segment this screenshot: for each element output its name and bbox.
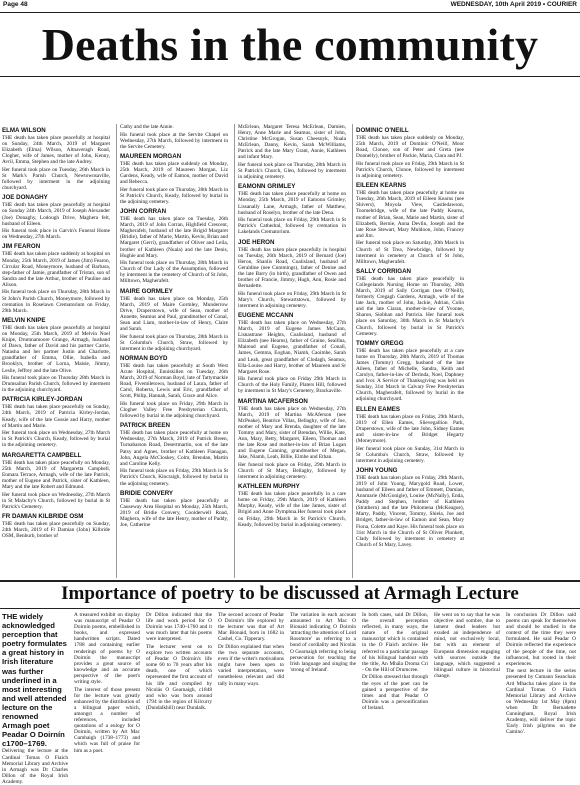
headline-rule [0, 76, 580, 77]
article-paragraph: In both cases, said Dr Dillon, the overall perception reflected, in many ways, the nature of the original manuscript which is contained in the O Fiaich archive. He referred to a particular passage of his bilingual handout with the title, An Mhála Droma Cri - On the Hill of Drumcree. [362, 612, 428, 673]
notice-body [238, 320, 346, 395]
article-paragraph: The next lecture in the series presented by Cumann Seanchais Ard Mhacha takes place in the Cardinal Tomas O Fiaich Memorial Library and Archive on Wednesday 1st May (8pm) when Dr Bernadette Cunningham, Royal Irish Academy, will deliver the topic 'Early Irish pilgrims on the Camino'. [506, 668, 576, 736]
notice-paragraph: THE death has taken place peacefully at hospital on Monday, 25th March, 2019 of Melvin Noel Knipe, Drumnamoore Grange, Armagh, husband of Dawn, father of David and his partner Carrie, Natasha and her partner Justin and Charlotte, grandfather of Emma, Ollie, Isabella and Brooklyn, brother of Lorna, Maisie, Jimmy, Leslie, Jeffrey and the late Olive. [2, 324, 110, 374]
notice-body [356, 135, 464, 179]
death-notice [2, 317, 110, 394]
notice-paragraph: His funeral took place on Thursday 28th March in Drumsallan Parish Church, followed by interment in the adjoining churchyard. [2, 375, 110, 394]
notice-name: ELMA WILSON [2, 127, 46, 134]
notice-body [238, 247, 346, 309]
notice-paragraph: His funeral took place on Friday, 29th March in Clogher Valley Free Presbyterian Church, followed by burial in the adjoining churchyard. [120, 400, 228, 420]
notice-name: PATRICIA KIRLEY-JORDAN [2, 396, 83, 404]
notice-paragraph: His funeral took place on Friday, 29th March in St Patrick's Church, Kincraigh, followed by burial in the adjoining cemetery. [120, 468, 228, 487]
death-notice [120, 153, 228, 205]
death-notice [120, 208, 228, 285]
notice-body [120, 124, 228, 150]
death-notice [238, 398, 346, 481]
notice-name: JOE DONAGHY [2, 194, 48, 202]
article-column-3 [146, 612, 212, 734]
notice-paragraph: His funeral took place on Thursday, 28th March in St John's Parish Church, Moneymore, followed by cremation in Roselawn Crematorium on Friday, 29th March. [2, 289, 110, 314]
notice-body [2, 251, 110, 313]
notice-body [2, 460, 110, 510]
death-notice [2, 127, 110, 191]
article-paragraph: In conclusion Dr Dillon said poems can speak for themselves and should be studied in the context of the time they were formulated. He said Peadar O Doirnín reflected the experience of the people of the time, not influenced, but rooted in their experiences. [506, 612, 576, 667]
notice-name: MELVIN KNIPE [2, 316, 46, 324]
page-number: Page 48 [3, 1, 28, 8]
death-notice [120, 422, 228, 486]
notice-paragraph: Her funeral took place on Thursday, 28th March in St Columba's Church, Straw, followed by interment in the adjoining churchyard. [120, 333, 228, 352]
notice-paragraph: His funeral took place on Friday, 29th March in St Patrick's Cathedral, followed by cremation in Lakelands Crematorium. [238, 217, 346, 236]
article-paragraph: Dr Dillon explained that when the two separate accounts, even if the writer's motivations might have been open to varied interpretation, were nonetheless relevant and did tally in many ways. [218, 643, 284, 687]
notice-body [120, 216, 228, 285]
notice-body [120, 498, 228, 528]
article-paragraph: The interest of those present for the lecture was greatly enhanced by the distribution of a bilingual paper which, amongst a number of references, included quotations of a eulogy for O Doirnín, written by Art Mac Cumhaigh (1738–1773) and which was full of praise for him as a poet. [74, 686, 140, 754]
notice-name: SALLY CORRIGAN [356, 267, 412, 275]
notice-paragraph: THE death has taken place on Tuesday, 26th March, 2019 of John Corran, Highfield Crescent, Magherafelt, husband of the late Brigid Margaret (Bridie), father of Marie, Martin, Kevin, Brian and Margaret (Gerri), grandfather of Oliver and Leila, brother of Kathleen (Nuala) and the late Denis, Hughie and Mary. [120, 216, 228, 259]
article-paragraph: Delivering the lecture at the Cardinal Tomas O Fiaich Memorial Library and Archive in Armagh was Dr Charles Dillon of the Royal Irish Academy. [2, 748, 68, 785]
notice-column-1 [2, 124, 110, 578]
notice-name: BRIDIE CONVERY [120, 489, 174, 497]
notice-paragraph: THE death has taken place suddenly on Monday, 25th March, 2019 of Maureen Morgan, Liz Gardens, Keady, wife of Eamon, mother of David and Rebecca. [120, 160, 228, 186]
notice-body [120, 430, 228, 486]
notice-name: PATRICK BREEN [120, 422, 170, 430]
article-column-8 [506, 612, 576, 734]
notice-paragraph: THE death has taken place peacefully at a care home on Thursday, 28th March, 2019 of Thomas James (Tommy) Gregg, husband of the late Aileen, father of Michelle, Sandra, Keith and Carolyn, father-in-law of Derinda, Noel, Daphney and Ivor. A Service of Thanksgiving was held on Sunday, 31st March in Calvary Free Presbyterian Church, Magherafelt, followed by burial in the adjoining churchyard. [356, 347, 464, 403]
notice-name: MARTINA MCAFERSON [238, 397, 308, 405]
page-header [0, 0, 580, 13]
article-lead: THE widely acknowledged perception that poetry formulates a great history in Irish literature was further underlined in a most interesting and well attended lecture on the renowned Armagh poet Peadar O Doirnín c1700–1769. [2, 612, 67, 749]
notice-paragraph: Her funeral took place on Sunday, 31st March in St Columba's Church, Straw, followed by interment in adjoining cemetery. [356, 445, 464, 464]
notice-body [2, 325, 110, 394]
notice-name: JOHN YOUNG [356, 466, 398, 474]
notice-paragraph: Her funeral took place on Thursday, 28th March in St Patrick's Church, Keady, followed by burial in the adjoining cemetery. [120, 186, 228, 205]
column-divider [234, 124, 235, 578]
death-notice [120, 355, 228, 419]
death-notices [0, 124, 580, 578]
notice-name: MAIRE GORMLEY [120, 287, 173, 295]
notice-paragraph: THE death has taken place peacefully in hospital on Tuesday, 26th March, 2019 of Bernard (Joe) Heron, Shanlis Road, Coalisland, husband of Geraldine (nee Cummings), father of Denise and the late Barry (in birth), grandfather of Owen and brother of Francie, Jimmy, Hugh, Ann, Rosie and Bernadette. [238, 246, 346, 290]
notice-name: TOMMY GREGG [356, 339, 404, 347]
notice-paragraph: THE death has taken place peacefully at hospital on Sunday, 24th March, 2019 of Margaret Elizabeth (Elma) Wilson, Altnaveragh Road, Clogher, wife of James, mother of John, Kenny, Avril, Emma, Stephen and the late Audrey. [2, 135, 110, 166]
death-notice [238, 483, 346, 528]
death-notice [356, 406, 464, 464]
article-paragraph: A treasured exhibit on display was manuscript of Peadar O Doirnín poems, embellished in books, and expressed handwritten scripts. Dated 1788 and containing earlier renderings of poems by O Doirnín the manuscript provides a great source of knowledge and an accurate perspective of the poet's writing style. [74, 612, 140, 686]
notice-name: EAMONN GRIMLEY [238, 183, 296, 191]
notice-body [356, 190, 464, 265]
death-notice [120, 490, 228, 528]
notice-name: EUGENE MCCANN [238, 311, 294, 319]
notice-paragraph: THE death has taken place on Friday, 29th March, 2019 of John Young, Marygold Road, Lower, husband of Eileen and father of Emmett, Damian, Annmarie (McGonigle), Louise (McNally), Enda, Paddy and Stephen, brother of Kathleen (Strathern) and the late Philomena (McKeague), Marty, Paddy, Vincent, Tommy, Shiela, Joe and Bridget, father-in-law of Eamon and Sean, Mary Fiona, Colette and Kaye. His funeral took place on 31st March in the Church of St Oliver Plunkett, Clady followed by interment in cemetery at Church of St Mary, Lavey. [356, 474, 464, 548]
notice-body [238, 124, 346, 180]
article-rule [0, 608, 580, 609]
notice-name: JOHN CORRAN [120, 208, 167, 216]
notice-paragraph: THE death has taken place on Friday, 29th March, 2019 of Ellen Eames, Slievegallion Park, Draperstown, wife of the late John, Sidney Eames and sister-in-law of Bridget Hegarty (Moneymore). [356, 413, 464, 444]
notice-paragraph: His funeral took place at the Servite Chapel on Wednesday, 27th March, followed by interment in the Servite Cemetery. [120, 131, 228, 150]
article-column-1 [2, 612, 68, 785]
article-paragraph: The second account of Peadar O Doirnín's life explored by the lecturer was that of Art Mac Bionaid, born in 1682 in Cashel, Co. Tipperary. [218, 612, 284, 643]
death-notice [2, 243, 110, 313]
death-notice [2, 513, 110, 539]
notice-name: EILEEN KEARNS [356, 182, 407, 190]
article-headline: Importance of poetry to be discussed at Armagh Lecture [61, 583, 519, 604]
death-notice [2, 396, 110, 448]
death-notice [356, 268, 464, 337]
notice-paragraph: THE death has taken place on Monday, 25th March, 2019 of Maire Gormley, Munderrow Drive, Draperstown, wife of Sean, mother of Annette, Seamus and Paul, grandmother of Conal, Sean and Liam, mother-in-law of Henry, Claire and Sarah. [120, 295, 228, 333]
notice-body [2, 404, 110, 448]
article-column-2 [74, 612, 140, 754]
notice-body [356, 276, 464, 337]
article-column-6 [362, 612, 428, 734]
death-notice [2, 194, 110, 240]
notice-paragraph: THE death has taken peacefully at South West Acute Hospital, Enniskillen on Tuesday, 26th March, 2019 of Norman Boyd, late of Tattymackle Road, Fivemiletown, husband of Laura, father of Carol, Roberta, Lewis and Eric, grandfather of Scott, Philip, Hannah, Sarah, Grace and Alice. [120, 362, 228, 400]
notice-name: KATHLEEN MURPHY [238, 483, 300, 491]
death-notice [238, 183, 346, 235]
notice-paragraph: THE death has taken place peacefully on Sunday, 24th March, 2019 of Fr Damian (John) Kilbride OSM, Benburb, brother of [2, 520, 110, 539]
article-paragraph: Dr Dillon stressed that through the eyes of the poet can be gained a perspective of the times and that Peadar O Doirnín was a personification of Ireland. [362, 674, 428, 711]
notice-paragraph: THE death has taken place peacefully at home on Monday, 25th March, 2019 of Eamonn Grimley, Lissanally Lane, Armagh, father of Matthew, husband of Roselyn, brother of the late Dena. [238, 191, 346, 216]
notice-body [356, 475, 464, 548]
death-notice [356, 182, 464, 265]
notice-paragraph: THE death has taken place peacefully at home on Tuesday, 26th March, 2019 of Eileen Kearns (nee Shivers), Moyola View, Castledawson, Toomebridge, wife of the late Paddy Kearns, mother of Brian, Sean, Marie and Martin, sister of Elizabeth, Bernie, Anna Devlin, Joseph and the late Rose Stewart, Mary Muldoon, John, Francey and Jim. [356, 190, 464, 239]
article-paragraph: He went on to say that he was objective and sombre, due to lament dead leaders but exuded an independence of mind, not exclusively local, but with an element of European dimension engaging with sources outside the language, which suggested a bilingual culture in historical change. [434, 612, 500, 679]
notice-paragraph: THE death has taken place on Wednesday, 27th March, 2019 of Martina McAferson (nee McPeake), Beatrice Villas, Bellaghy, wife of Joe, mother of Mary and Brenda, daughter of the late Tommy and Mary, sister of Brendan, Willie, Kate, Ann, Mary, Betty, Margaret, Eileen, Thomas and the late Rose and mother-in-law of Brian Logan and Eugene Canning, grandmother of Megan, Jake, Niamh, Leah, Billie, Eimhe and Ethan. [238, 405, 346, 461]
notice-body [356, 414, 464, 464]
notice-paragraph: Her funeral took place on Saturday, 30th March in Church of St Trea, Newbridge, followed by interment in cemetery at Church of St John, Milltown, Magherafelt. [356, 240, 464, 265]
notice-paragraph: THE death has taken place suddenly on Monday, 25th March, 2019 of Dominic O'Neill, Moor Road, Clonoe, son of Peter and Greta (nee Donnelly), brother of Packie, Maria, Ciara and PJ. [356, 135, 464, 160]
notice-name: MARGARETTA CAMPBELL [2, 451, 82, 459]
notice-paragraph: THE death has taken place peacefully in Collegelands Nursing Home on Thursday, 28th March, 2019 of Sally Corrigan (nee O'Neill), formerly Cregagh Gardens, Armagh, wife of the late Jack, mother of John, Jackie, Adrian, Colin and the late Ciaran, mother-in-law of Yvonne, Sharon, Siobhan and Patricia. Her funeral took place on Saturday, 30th March in St Malachy's Church, followed by burial in St Patrick's Cemetery. [356, 275, 464, 337]
notice-body [120, 161, 228, 205]
notice-paragraph: THE death has taken place on Wednesday, 27th March, 2019 of Eugene James McCann, Lisnastrane Heights, Coalisland, husband of Elizabeth (nee Hearns), father of Graine, Seaillna, Mairead and Eugene, grandfather of Conall, James, Gemma, Eoghan, Niamh, Caoimhe, Sarah and Leah, great grandfather of Clodagh, Seamus, Ella-Louise and Harry, brother of Maureen and Sr Margaret Rose. [238, 319, 346, 375]
death-notice [120, 288, 228, 352]
notice-body [120, 363, 228, 419]
notice-paragraph: McErlean, Margaret Teresa McErlean, Damien, Henry, Anne Marie and Seamus, sister of John, Christine McGrogan, Susan Cheesnyk, Nuala McErlean, Danny, Kevin, Sarah McWilliams, Patrick and the late Mary Grant, Annie, Kathleen and infant Mary. [238, 124, 346, 161]
notice-column-4 [356, 124, 464, 578]
notice-body [238, 406, 346, 481]
notice-paragraph: THE death has taken place peacefully at Causeway Area Hospital on Monday, 25th March, 2019 of Bridie Convery, Coolderwell Road, Maghera, wife of the late Henry, mother of Paddy, Joe, Catherine [120, 497, 228, 528]
notice-body [2, 135, 110, 191]
notice-paragraph: Her funeral took place on Tuesday, 26th March in St Mark's Parish Church, Newtownsaville, followed by interment in the adjoining churchyard. [2, 166, 110, 192]
notice-paragraph: THE death has taken place peacefully on Sunday, 24th March, 2019 of Patricia Kirley-Jordan, Keady, wife of the late Gussie and Harry, mother of Martin and Marie. [2, 404, 110, 429]
death-notice [238, 239, 346, 309]
notice-paragraph: His funeral took place in Garvin's Funeral Home on Wednesday, 27th March. [2, 228, 110, 241]
death-notice [2, 452, 110, 510]
notice-paragraph: Her funeral took place on Friday, 29th March in Church of St Mary, Bellaghy, followed by interment in adjoining cemetery. [238, 461, 346, 481]
notice-paragraph: Her funeral took place on Wednesday, 27th March in St Patrick's Church, Keady, followed by burial in the adjoining cemetery. [2, 430, 110, 449]
notice-name: ELLEN EAMES [356, 405, 401, 413]
notice-paragraph: His funeral took place on Friday, 29th March in St Patrick's Church, Clonoe, followed by interment in adjoining cemetery. [356, 160, 464, 180]
article-paragraph: The lecturer went on to explore two written accounts of Peadar O Doirnín's life some 60 to 70 years after his death, one of which represented the first account of his life and compiled by Nicolás O Gearnaigh, c1848 and who was born around 1794 in the region of Kilcurry (Dundalkhill) near Dundalk. [146, 643, 212, 711]
notice-name: DOMINIC O'NEILL [356, 127, 409, 134]
article-paragraph: Dr Dillon indicated that the life and work period for O Doirnín was 1740–1760 and it was much later that his poems were interpreted. [146, 612, 212, 643]
notice-body [238, 191, 346, 235]
notice-paragraph: THE death has taken place peacefully at hospital on Sunday 24th March, 2019 of Joseph Alexander (Joe) Donaghy, Lodough Drive, Maghera felt, husband of Eileen. [2, 202, 110, 227]
death-notice [356, 127, 464, 179]
death-notice [120, 124, 228, 150]
column-divider [352, 124, 353, 578]
death-notice [238, 312, 346, 395]
column-divider [116, 124, 117, 578]
article-column-5 [290, 612, 356, 734]
article-paragraph: The variation in each account amounted to Art Mac O Bionaid indicating O Doirnín 'attracting the attention of Lord Rossmore' as referring to a bond of cordiality and Nicolás O Gearnaigh referring to being persecution for teaching the Irish language and singing the 'strong of Ireland'. [290, 612, 356, 673]
death-notice [356, 340, 464, 403]
article-column-4 [218, 612, 284, 734]
notice-body [2, 521, 110, 539]
notice-paragraph: His funeral took place on Thursday, 28th March in Church of Our Lady of the Assumption, followed by interment in the cemetery of Church of St John, Milltown, Magherafelt. [120, 260, 228, 285]
notice-name: MAUREEN MORGAN [120, 152, 182, 160]
notice-paragraph: Her funeral took place on Thursday, 28th March in St Patrick's Church, Glen, followed by interment in adjoining cemetery. [238, 162, 346, 181]
notice-name: JIM FEARON [2, 243, 41, 251]
notice-body [356, 348, 464, 403]
notice-paragraph: THE death has taken place suddenly at hospital on Monday, 25th March, 2019 of James (Jim) Fearon, Circular Road, Moneymore, husband of Barbara, step-father of Jamie, grandfather of Tristan, son of Sandra and the late Arthur, brother of Pauline and Alison. [2, 251, 110, 288]
notice-column-2 [120, 124, 228, 578]
notice-body [120, 296, 228, 352]
notice-paragraph: THE death has taken place peacefully at home on Wednesday, 27th March, 2019 of Patrick Breen, Turnabarson Road, Desertmartin, son of the late Patsy and Agnes, brother of Kathleen Flanagan, John, Angela McCloskey, Colm, Brendan, Martin and Caroline Kelly. [120, 430, 228, 467]
notice-name: FR DAMIAN KILBRIDE OSM [2, 512, 84, 520]
notice-name: JOE HERON [238, 238, 275, 246]
notice-name: NORMAN BOYD [120, 354, 168, 362]
death-notice [356, 467, 464, 548]
notice-paragraph: THE death has taken place peacefully in a care home on Friday, 29th March, 2019 of Kathleen Murphy, Keady, wife of the late James, sister of Brigid and Anne Dymphna.Her funeral took place on Friday, 29th March in St Patrick's Church, Keady, followed by burial in adjoining cemetery. [238, 491, 346, 528]
issue-date: WEDNESDAY, 10th April 2019 • COURIER [450, 1, 577, 8]
page-headline: Deaths in the community [41, 19, 539, 70]
notice-column-3 [238, 124, 346, 578]
notice-body [238, 491, 346, 528]
death-notice [238, 124, 346, 180]
article-column-7 [434, 612, 500, 734]
notice-paragraph: His funeral took place on Friday, 29th March in St Mary's Church, Stewartstown, followed by interment in adjoining cemetery. [238, 290, 346, 309]
notice-paragraph: Cathy and the late Annie. [120, 124, 174, 130]
notice-body [2, 202, 110, 240]
notice-paragraph: His funeral took place on Friday 29th March in Church of the Holy Family, Platers Hill, followed by interment in St Mary's Cemetery, Brackaville. [238, 376, 346, 395]
notice-paragraph: Her funeral took place on Wednesday, 27th March in St Malachy's Church, followed by burial in St Patrick's Cemetery. [2, 491, 110, 510]
notice-paragraph: THE death has taken place peacefully on Monday, 25th March, 2019 of Margaretta Campbell, Enmara Terrace, Armagh, wife of the late Patrick, mother of Eugene and Patrick, sister of Kathleen, Mary and the late Robert and Edmund. [2, 459, 110, 490]
